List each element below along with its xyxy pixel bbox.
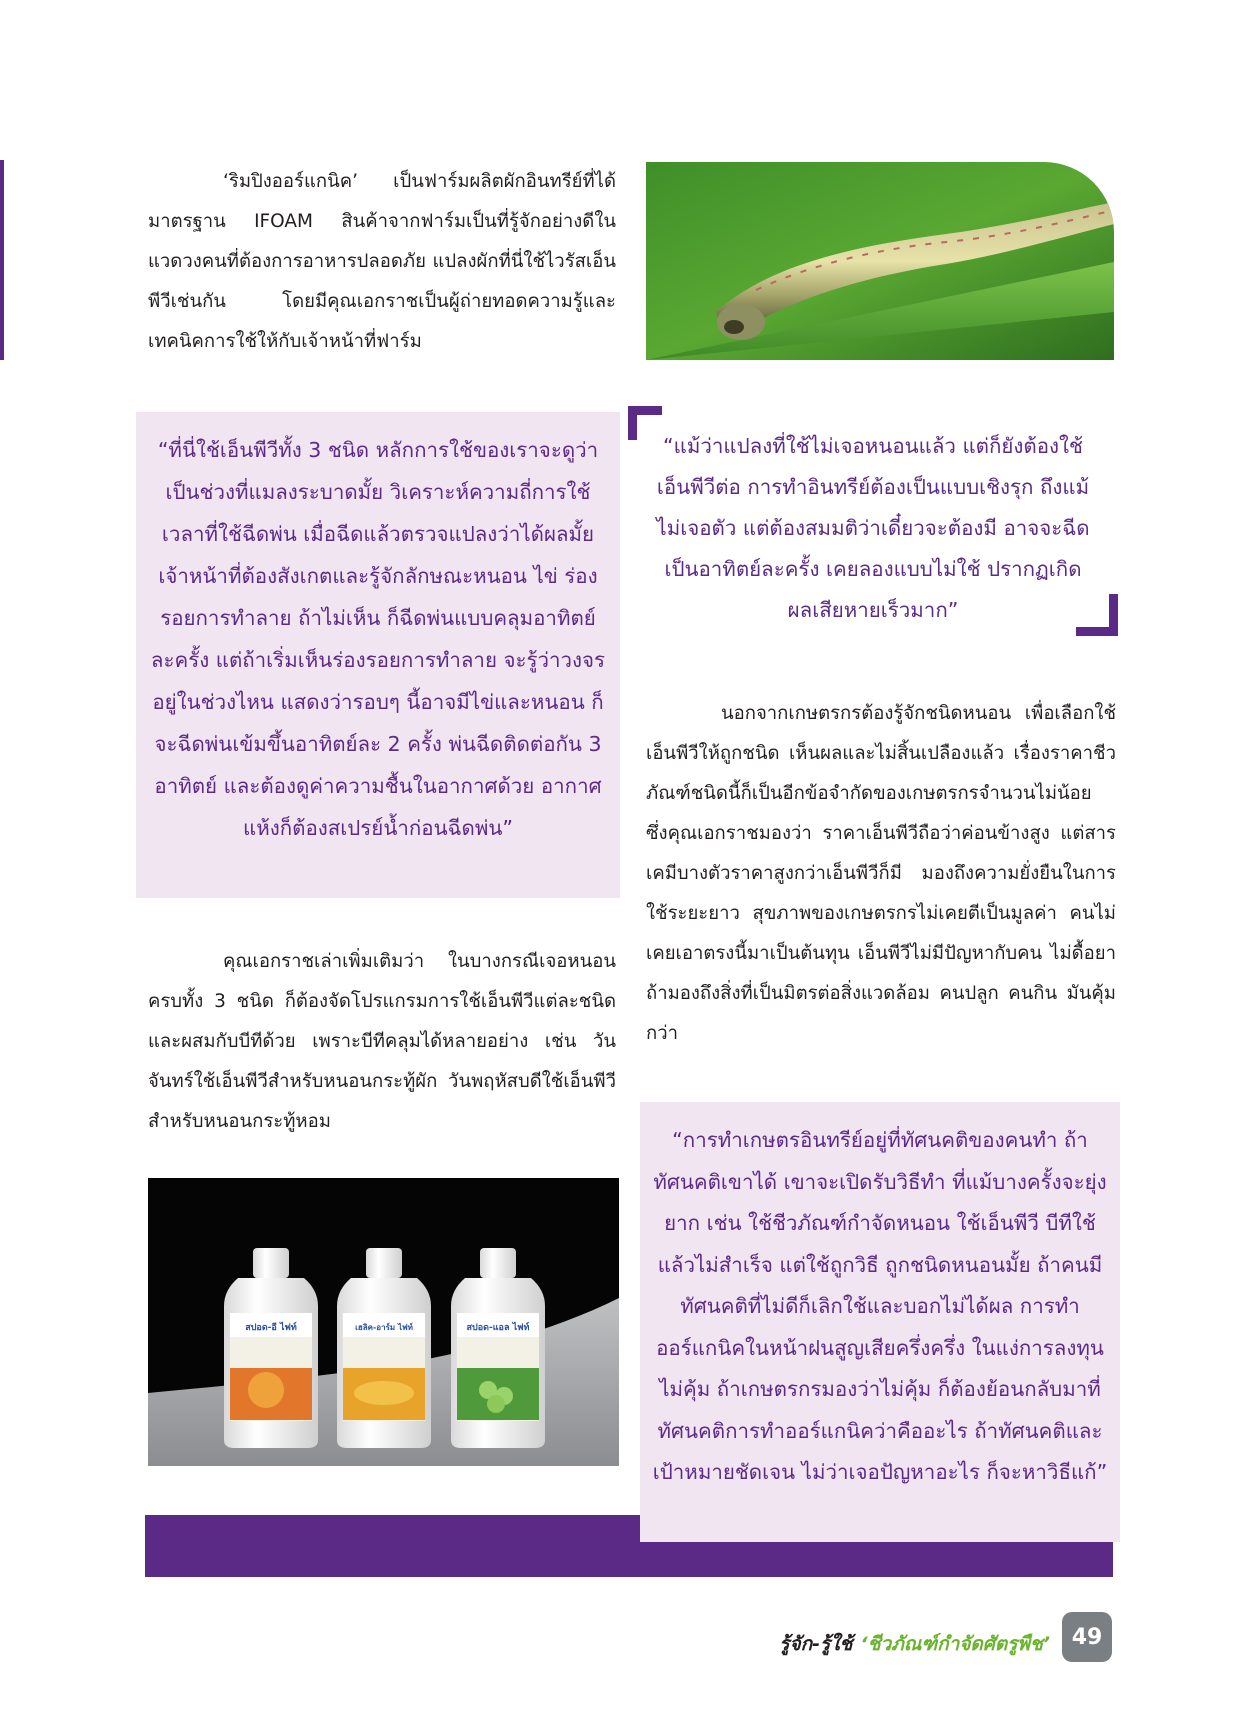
bottle-2-label: เฮลิค-อาร์ม ไฟท์ bbox=[355, 1323, 413, 1332]
bottle-3-label: สปอด-แอล ไฟท์ bbox=[466, 1323, 530, 1333]
bracket-top-left bbox=[628, 406, 662, 440]
footer-series-title: ‘ชีวภัณฑ์กำจัดศัตรูพืช’ bbox=[860, 1633, 1050, 1655]
footer-prefix: รู้จัก-รู้ใช้ bbox=[779, 1633, 853, 1655]
bottle-3 bbox=[451, 1248, 545, 1448]
bottle-1-label: สปอด-อี ไฟท์ bbox=[245, 1323, 297, 1333]
pull-quote-text: “การทำเกษตรอินทรีย์อยู่ที่ทัศนคติของคนทำ ถ้าทัศนคติเขาได้ เขาจะเปิดรับวิธีทำ ที่แม้บางครั้งจะยุ่งยาก เช่น ใช้ชีวภัณฑ์กำจัดหนอน ใช้เอ็นพีวี บีทีใช้แล้วไม่สำเร็จ แต่ใช้ถูกวิธี ถูกชนิดหนอนมั้ย ถ้าคนมีทัศนคติที่ไม่ดีก็เลิกใช้และบอกไม่ได้ผล การทำออร์แกนิคในหน้าฝนสูญเสียครึ่งครึ่ง ในแง่การลงทุนไม่คุ้ม ถ้าเกษตรกรมองว่าไม่คุ้ม ก็ต้องย้อนกลับมาที่ทัศนคติการทำออร์แกนิคว่าคืออะไร ถ้าทัศนคติและเป้าหมายชัดเจน ไม่ว่าเจอปัญหาอะไร ก็จะหาวิธีแก้” bbox=[652, 1128, 1108, 1484]
paragraph-price: นอกจากเกษตรกรต้องรู้จักชนิดหนอน เพื่อเลือกใช้เอ็นพีวีให้ถูกชนิด เห็นผลและไม่สิ้นเปลืองแล้ว เรื่องราคาชีวภัณฑ์ชนิดนี้ก็เป็นอีกข้อจำกัดของเกษตรกรจำนวนไม่น้อย ซึ่งคุณเอกราชมองว่า ราคาเอ็นพีวีถือว่าค่อนข้างสูง แต่สารเคมีบางตัวราคาสูงกว่าเอ็นพีวีก็มี มองถึงความยั่งยืนในการใช้ระยะยาว สุขภาพของเกษตรกรไม่เคยตีเป็นมูลค่า คนไม่เคยเอาตรงนี้มาเป็นต้นทุน เอ็นพีวีไม่มีปัญหากับคน ไม่ดื้อยา ถ้ามองถึงสิ่งที่เป็นมิตรต่อสิ่งแวดล้อม คนปลูก คนกิน มันคุ้มกว่า bbox=[646, 703, 1116, 1044]
bottle-1 bbox=[224, 1248, 318, 1448]
paragraph-program: คุณเอกราชเล่าเพิ่มเติมว่า ในบางกรณีเจอหนอนครบทั้ง 3 ชนิด ก็ต้องจัดโปรแกรมการใช้เอ็นพีวีแต่ละชนิดและผสมกับบีทีด้วย เพราะบีทีคลุมได้หลายอย่าง เช่น วันจันทร์ใช้เอ็นพีวีสำหรับหนอนกระทู้ผัก วันพฤหัสบดีใช้เอ็นพีวีสำหรับหนอนกระทู้หอม bbox=[148, 951, 616, 1132]
running-footer bbox=[779, 1624, 1050, 1664]
bracket-bottom-right bbox=[1076, 594, 1118, 636]
bracket-quote-text: “แม้ว่าแปลงที่ใช้ไม่เจอหนอนแล้ว แต่ก็ยังต้องใช้เอ็นพีวีต่อ การทำอินทรีย์ต้องเป็นแบบเชิงรุก ถึงแม้ไม่เจอตัว แต่ต้องสมมติว่าเดี๋ยวจะต้องมี อาจจะฉีดเป็นอาทิตย์ละครั้ง เคยลองแบบไม่ใช้ ปรากฏเกิดผลเสียหายเร็วมาก” bbox=[656, 434, 1090, 622]
pull-quote-npv-usage bbox=[136, 412, 620, 898]
pull-quote-text: “ที่นี่ใช้เอ็นพีวีทั้ง 3 ชนิด หลักการใช้ของเราจะดูว่าเป็นช่วงที่แมลงระบาดมั้ย วิเคราะห์ความถี่การใช้ เวลาที่ใช้ฉีดพ่น เมื่อฉีดแล้วตรวจแปลงว่าได้ผลมั้ย เจ้าหน้าที่ต้องสังเกตและรู้จักลักษณะหนอน ไข่ ร่องรอยการทำลาย ถ้าไม่เห็น ก็ฉีดพ่นแบบคลุมอาทิตย์ละครั้ง แต่ถ้าเริ่มเห็นร่องรอยการทำลาย จะรู้ว่าวงจรอยู่ในช่วงไหน แสดงว่ารอบๆ นี้อาจมีไข่และหนอน ก็จะฉีดพ่นเข้มขึ้นอาทิตย์ละ 2 ครั้ง พ่นฉีดติดต่อกัน 3 อาทิตย์ และต้องดูค่าความชื้นในอากาศด้วย อากาศแห้งก็ต้องสเปรย์น้ำก่อนฉีดพ่น” bbox=[150, 438, 606, 840]
caterpillar-photo bbox=[646, 162, 1114, 360]
bottles-photo bbox=[148, 1178, 619, 1466]
pull-quote-attitude bbox=[640, 1102, 1120, 1542]
paragraph-intro: ‘ริมปิงออร์แกนิค’ เป็นฟาร์มผลิตผักอินทรีย์ที่ได้มาตรฐาน IFOAM สินค้าจากฟาร์มเป็นที่รู้จักอย่างดีในแวดวงคนที่ต้องการอาหารปลอดภัย แปลงผักที่นี่ใช้ไวรัสเอ็นพีวีเช่นกัน โดยมีคุณเอกราชเป็นผู้ถ่ายทอดความรู้และเทคนิคการใช้ให้กับเจ้าหน้าที่ฟาร์ม bbox=[148, 171, 616, 352]
page-number: 49 bbox=[1062, 1612, 1112, 1662]
bottle-2 bbox=[337, 1248, 431, 1448]
left-accent-bar bbox=[0, 160, 4, 360]
bracket-quote-proactive bbox=[628, 406, 1118, 636]
